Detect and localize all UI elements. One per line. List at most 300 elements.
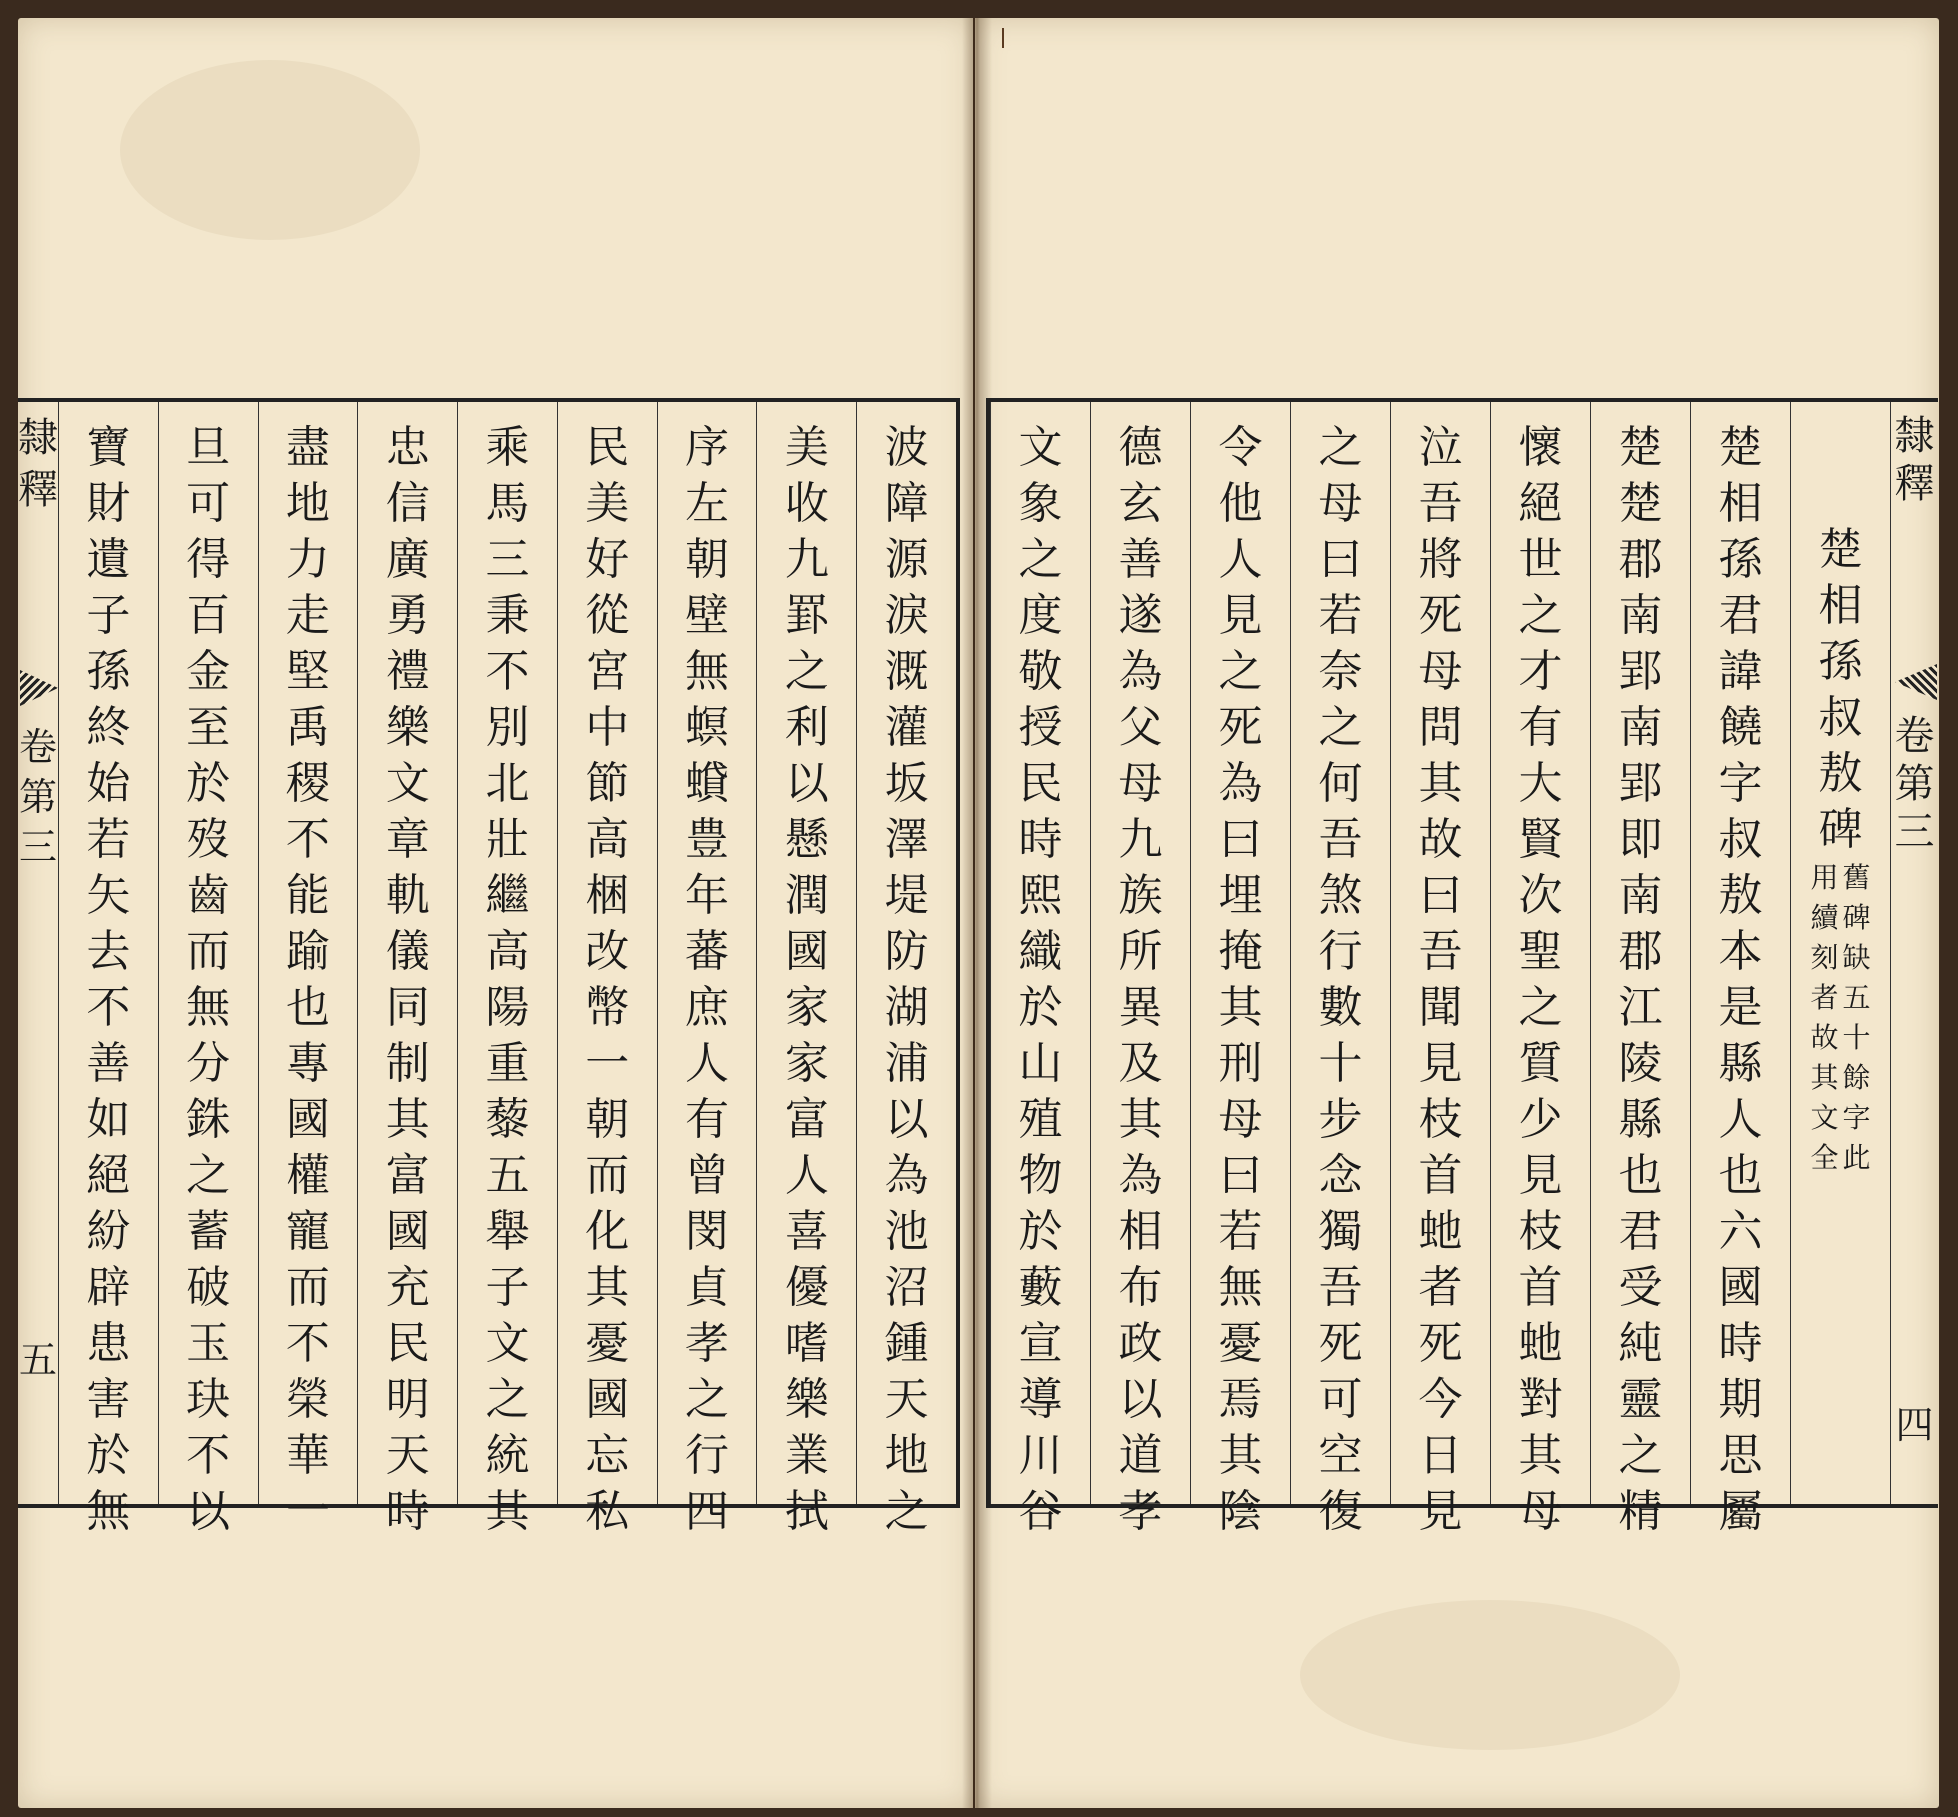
glyph: 淚 [884,590,929,641]
glyph: 相 [1118,1206,1163,1257]
glyph: 死 [1318,1318,1363,1369]
glyph: 年 [685,870,730,921]
glyph: 潤 [784,870,829,921]
glyph: 不 [86,982,131,1033]
glyph: 期 [1718,1374,1763,1425]
glyph: 堤 [884,870,929,921]
glyph: 以 [1118,1374,1163,1425]
glyph: 字 [1718,758,1763,809]
glyph: 孝 [685,1318,730,1369]
glyph: 純 [1618,1318,1663,1369]
glyph: 質 [1518,1038,1563,1089]
glyph: 蓄 [186,1206,231,1257]
text-column-7 [1090,402,1190,1537]
glyph: 鍾 [884,1318,929,1369]
glyph: 浦 [884,1038,929,1089]
glyph: 不 [186,1430,231,1481]
glyph: 見 [1218,590,1263,641]
glyph: 死 [1218,702,1263,753]
glyph: 百 [186,590,231,641]
glyph: 憂 [1218,1318,1263,1369]
glyph: 首 [1418,1150,1463,1201]
glyph: 復 [1318,1486,1363,1537]
glyph: 釋 [1894,461,1935,507]
glyph: 私 [585,1486,630,1537]
glyph: 沼 [884,1262,929,1313]
glyph: 母 [1518,1486,1563,1537]
glyph: 左 [685,478,730,529]
glyph: 北 [485,758,530,809]
glyph: 其 [585,1262,630,1313]
glyph: 者 [1810,981,1839,1014]
glyph: 有 [1518,702,1563,753]
glyph: 導 [1018,1374,1063,1425]
glyph: 旦 [186,422,231,473]
glyph: 為 [1118,1150,1163,1201]
glyph: 走 [285,590,330,641]
glyph: 故 [1810,1021,1839,1054]
glyph: 齒 [186,870,231,921]
glyph: 禮 [385,646,430,697]
glyph: 屬 [1718,1486,1763,1537]
right-margin-title [1887,412,1943,508]
heading-column [1790,402,1890,1504]
glyph: 天 [385,1430,430,1481]
glyph: 於 [1018,1206,1063,1257]
glyph: 之 [1218,646,1263,697]
glyph: 敖 [1818,748,1863,799]
glyph: 曰 [1218,814,1263,865]
glyph: 見 [1418,1038,1463,1089]
margin-folio-text: 五 [18,1338,57,1382]
glyph: 郢 [1618,646,1663,697]
glyph: 族 [1118,870,1163,921]
text-column-8 [990,402,1090,1537]
glyph: 君 [1718,590,1763,641]
glyph: 若 [1218,1206,1263,1257]
glyph: 梱 [585,870,630,921]
glyph: 明 [385,1374,430,1425]
glyph: 分 [186,1038,231,1089]
glyph: 節 [585,758,630,809]
glyph: 泣 [1418,422,1463,473]
glyph: 患 [86,1318,131,1369]
glyph: 同 [385,982,430,1033]
glyph: 不 [285,814,330,865]
glyph: 勇 [385,590,430,641]
glyph: 奈 [1318,646,1363,697]
glyph: 吾 [1418,478,1463,529]
glyph: 字 [1842,1101,1871,1134]
glyph: 時 [385,1486,430,1537]
glyph: 於 [1018,982,1063,1033]
glyph: 波 [884,422,929,473]
glyph: 饒 [1718,702,1763,753]
glyph: 德 [1118,422,1163,473]
glyph: 樂 [385,702,430,753]
glyph: 繼 [485,870,530,921]
glyph: 也 [1718,1150,1763,1201]
glyph: 何 [1318,758,1363,809]
glyph: 舉 [485,1206,530,1257]
glyph: 枝 [1518,1206,1563,1257]
glyph: 所 [1118,926,1163,977]
glyph: 其 [385,1094,430,1145]
glyph: 用 [1810,861,1839,894]
glyph: 始 [86,758,131,809]
glyph: 死 [1418,590,1463,641]
text-column-3 [657,402,757,1537]
glyph: 之 [685,1374,730,1425]
glyph: 而 [285,1262,330,1313]
glyph: 餘 [1842,1061,1871,1094]
edge-mark [1002,28,1004,48]
glyph: 叔 [1818,692,1863,743]
glyph: 得 [186,534,231,585]
text-column-1 [1690,402,1790,1537]
left-text-block [18,398,960,1537]
glyph: 吾 [1318,814,1363,865]
glyph: 人 [1718,1094,1763,1145]
glyph: 民 [1018,758,1063,809]
glyph: 廣 [385,534,430,585]
glyph: 母 [1418,646,1463,697]
glyph: 憂 [585,1318,630,1369]
glyph: 碑 [1818,804,1863,855]
glyph: 終 [86,702,131,753]
text-column-9 [58,402,158,1537]
glyph: 問 [1418,702,1463,753]
glyph: 不 [285,1318,330,1369]
glyph: 日 [1418,1430,1463,1481]
glyph: 宣 [1018,1318,1063,1369]
glyph: 諱 [1718,646,1763,697]
glyph: 嗜 [784,1318,829,1369]
glyph: 少 [1518,1094,1563,1145]
text-column-7 [258,402,358,1537]
glyph: 今 [1418,1374,1463,1425]
glyph: 若 [86,814,131,865]
inscription-title [1813,522,1869,858]
glyph: 曰 [1218,1150,1263,1201]
glyph: 灌 [884,702,929,753]
glyph: 中 [585,702,630,753]
glyph: 制 [385,1038,430,1089]
glyph: 金 [186,646,231,697]
glyph: 華 [285,1430,330,1481]
glyph: 其 [1518,1430,1563,1481]
glyph: 曾 [685,1150,730,1201]
glyph: 寶 [86,422,131,473]
glyph: 懸 [784,814,829,865]
glyph: 善 [86,1038,131,1089]
glyph: 文 [485,1318,530,1369]
glyph: 辟 [86,1262,131,1313]
glyph: 為 [1118,646,1163,697]
glyph: 無 [1218,1262,1263,1313]
glyph: 章 [385,814,430,865]
glyph: 善 [1118,534,1163,585]
glyph: 專 [285,1038,330,1089]
glyph: 罫 [784,590,829,641]
glyph: 孫 [1718,534,1763,585]
glyph: 障 [884,478,929,529]
glyph: 吾 [1418,926,1463,977]
glyph: 行 [685,1430,730,1481]
glyph: 業 [784,1430,829,1481]
glyph: 時 [1718,1318,1763,1369]
paper-stain [1300,1600,1680,1750]
glyph: 數 [1318,982,1363,1033]
glyph: 十 [1842,1021,1871,1054]
right-margin-column [1890,402,1938,1504]
glyph: 碑 [1842,901,1871,934]
glyph: 可 [1318,1374,1363,1425]
glyph: 湖 [884,982,929,1033]
glyph: 蟘 [685,758,730,809]
glyph: 母 [1118,758,1163,809]
glyph: 靈 [1618,1374,1663,1425]
glyph: 埋 [1218,870,1263,921]
glyph: 地 [884,1430,929,1481]
glyph: 無 [86,1486,131,1537]
glyph: 無 [685,646,730,697]
glyph: 信 [385,478,430,529]
glyph: 首 [1518,1262,1563,1313]
glyph: 楚 [1818,524,1863,575]
glyph: 母 [1218,1094,1263,1145]
glyph: 空 [1318,1430,1363,1481]
glyph: 澤 [884,814,929,865]
glyph: 藪 [1018,1262,1063,1313]
fishtail-mark [20,670,58,706]
glyph: 美 [585,478,630,529]
glyph: 重 [485,1038,530,1089]
glyph: 及 [1118,1038,1163,1089]
text-column-2 [1590,402,1690,1537]
glyph: 軌 [385,870,430,921]
glyph: 時 [1018,814,1063,865]
glyph: 寵 [285,1206,330,1257]
glyph: 象 [1018,478,1063,529]
glyph: 者 [1418,1262,1463,1313]
glyph: 文 [1810,1101,1839,1134]
glyph: 絕 [1518,478,1563,529]
glyph: 全 [1810,1141,1839,1174]
glyph: 溉 [884,646,929,697]
glyph: 序 [685,422,730,473]
glyph: 富 [784,1094,829,1145]
glyph: 才 [1518,646,1563,697]
glyph: 貞 [685,1262,730,1313]
note-column [1843,858,1871,1178]
glyph: 曰 [1418,870,1463,921]
glyph: 也 [285,982,330,1033]
glyph: 令 [1218,422,1263,473]
glyph: 十 [1318,1038,1363,1089]
glyph: 國 [1718,1262,1763,1313]
glyph: 賢 [1518,814,1563,865]
glyph: 國 [385,1206,430,1257]
glyph: 盡 [285,422,330,473]
glyph: 江 [1618,982,1663,1033]
glyph: 即 [1618,814,1663,865]
glyph: 三 [485,534,530,585]
glyph: 本 [1718,926,1763,977]
glyph: 文 [1018,422,1063,473]
glyph: 其 [1218,982,1263,1033]
glyph: 度 [1018,590,1063,641]
glyph: 第 [1894,761,1935,807]
glyph: 之 [1318,702,1363,753]
glyph: 玄 [1118,478,1163,529]
glyph: 乘 [485,422,530,473]
glyph: 美 [784,422,829,473]
glyph: 不 [485,646,530,697]
glyph: 楚 [1718,422,1763,473]
glyph: 郢 [1618,758,1663,809]
glyph: 將 [1418,534,1463,585]
glyph: 他 [1218,478,1263,529]
glyph: 死 [1418,1318,1463,1369]
glyph: 人 [685,1038,730,1089]
glyph: 優 [784,1262,829,1313]
glyph: 人 [784,1150,829,1201]
glyph: 殖 [1018,1094,1063,1145]
text-column-1 [856,402,956,1537]
glyph: 其 [1810,1061,1839,1094]
glyph: 而 [585,1150,630,1201]
glyph: 喜 [784,1206,829,1257]
glyph: 獨 [1318,1206,1363,1257]
glyph: 南 [1618,590,1663,641]
glyph: 好 [585,534,630,585]
glyph: 吾 [1318,1262,1363,1313]
glyph: 樂 [784,1374,829,1425]
glyph: 隸 [1894,413,1935,459]
fishtail-mark [1895,664,1937,700]
glyph: 財 [86,478,131,529]
glyph: 其 [1118,1094,1163,1145]
glyph: 化 [585,1206,630,1257]
glyph: 陽 [485,982,530,1033]
glyph: 地 [285,478,330,529]
glyph: 稷 [285,758,330,809]
glyph: 布 [1118,1262,1163,1313]
glyph: 其 [1418,758,1463,809]
glyph: 精 [1618,1486,1663,1537]
glyph: 陵 [1618,1038,1663,1089]
glyph: 榮 [285,1374,330,1425]
glyph: 文 [385,758,430,809]
glyph: 相 [1718,478,1763,529]
glyph: 織 [1018,926,1063,977]
glyph: 於 [86,1430,131,1481]
glyph: 焉 [1218,1374,1263,1425]
glyph: 而 [186,926,231,977]
glyph: 民 [385,1318,430,1369]
glyph: 宮 [585,646,630,697]
glyph: 敬 [1018,646,1063,697]
glyph: 儀 [385,926,430,977]
glyph: 為 [884,1150,929,1201]
glyph: 家 [784,982,829,1033]
glyph: 敖 [1718,870,1763,921]
glyph: 卷 [1894,713,1935,759]
glyph: 故 [1418,814,1463,865]
glyph: 豊 [685,814,730,865]
glyph: 此 [1842,1141,1871,1174]
glyph: 楚 [1618,422,1663,473]
glyph: 銖 [186,1094,231,1145]
glyph: 孝 [1118,1486,1163,1537]
glyph: 堅 [285,646,330,697]
right-margin-volume [1887,712,1943,856]
glyph: 力 [285,534,330,585]
glyph: 以 [884,1094,929,1145]
glyph: 權 [285,1150,330,1201]
glyph: 國 [784,926,829,977]
glyph: 思 [1718,1430,1763,1481]
glyph: 之 [784,646,829,697]
glyph: 朝 [585,1094,630,1145]
glyph: 君 [1618,1206,1663,1257]
glyph: 害 [86,1374,131,1425]
glyph: 閔 [685,1206,730,1257]
glyph: 利 [784,702,829,753]
glyph: 大 [1518,758,1563,809]
glyph: 如 [86,1094,131,1145]
glyph: 玉 [186,1318,231,1369]
glyph: 南 [1618,702,1663,753]
glyph: 池 [884,1206,929,1257]
glyph: 掩 [1218,926,1263,977]
glyph: 縣 [1618,1094,1663,1145]
glyph: 之 [1518,590,1563,641]
glyph: 見 [1518,1150,1563,1201]
glyph: 遂 [1118,590,1163,641]
glyph: 物 [1018,1150,1063,1201]
glyph: 道 [1118,1430,1163,1481]
glyph: 孫 [86,646,131,697]
glyph: 馬 [485,478,530,529]
glyph: 之 [1318,422,1363,473]
glyph: 無 [186,982,231,1033]
glyph: 念 [1318,1150,1363,1201]
text-column-5 [457,402,557,1537]
glyph: 授 [1018,702,1063,753]
glyph: 螟 [685,702,730,753]
glyph: 去 [86,926,131,977]
glyph: 之 [186,1150,231,1201]
glyph: 步 [1318,1094,1363,1145]
text-column-2 [756,402,856,1537]
glyph: 九 [784,534,829,585]
glyph: 續 [1810,901,1839,934]
glyph: 孫 [1818,636,1863,687]
glyph: 紛 [86,1206,131,1257]
glyph: 異 [1118,982,1163,1033]
glyph: 高 [585,814,630,865]
glyph: 別 [485,702,530,753]
glyph: 源 [884,534,929,585]
glyph: 陰 [1218,1486,1263,1537]
glyph: 家 [784,1038,829,1089]
glyph: 於 [186,758,231,809]
glyph: 虵 [1518,1318,1563,1369]
glyph: 以 [186,1486,231,1537]
glyph: 父 [1118,702,1163,753]
